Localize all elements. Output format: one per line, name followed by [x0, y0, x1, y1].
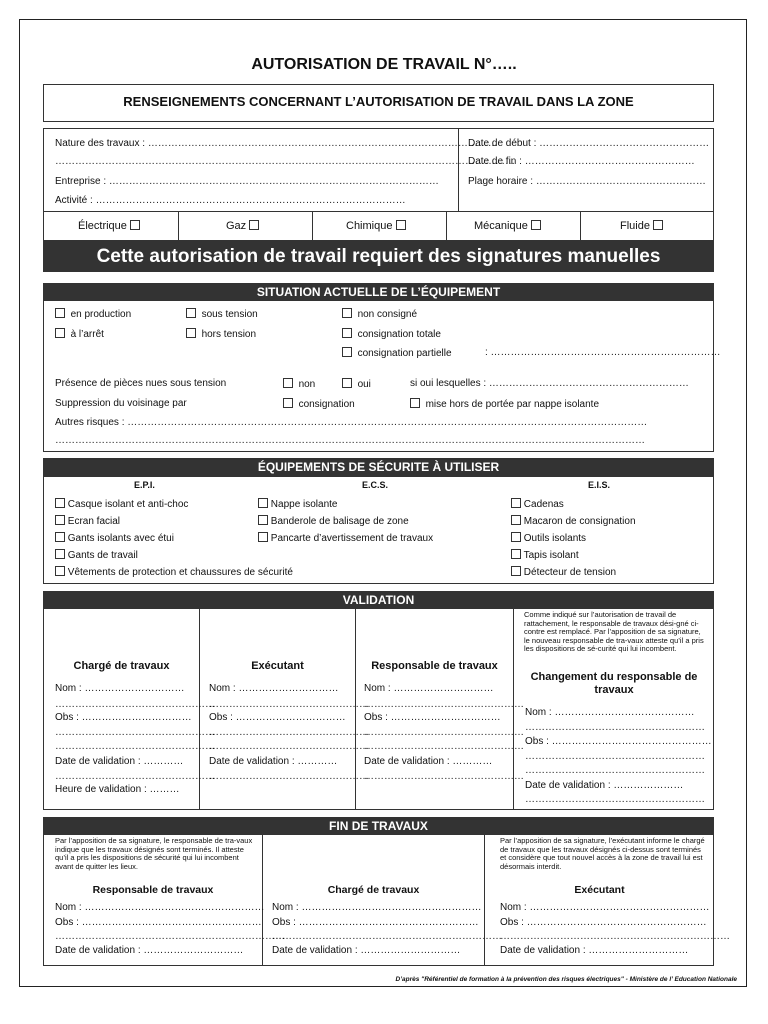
changement-obs[interactable]: Obs : ………………………………………… [525, 736, 712, 747]
fin-executant-nom[interactable]: Nom : ……………………………………………… [500, 902, 710, 913]
fin-executant-title: Exécutant [574, 884, 625, 896]
option-label: à l’arrêt [70, 329, 104, 340]
subtitle-box [43, 84, 714, 122]
executant-line[interactable]: ………………………………………… [209, 699, 369, 710]
type-label: Électrique [78, 220, 127, 232]
checkbox[interactable] [342, 378, 352, 388]
option-consignation[interactable] [283, 398, 355, 410]
ecs-item[interactable] [258, 532, 433, 544]
type-electrique[interactable] [78, 220, 140, 232]
fin-responsable-line[interactable]: …………………………………………………………… [55, 931, 285, 942]
fin-charge-date[interactable]: Date de validation : ………………………… [272, 945, 461, 956]
option-consignation-partielle[interactable] [342, 347, 452, 359]
type-label: Gaz [226, 220, 247, 232]
charge-heure-validation[interactable]: Heure de validation : ……… [55, 784, 180, 795]
option-label: oui [357, 379, 371, 390]
situation-header: SITUATION ACTUELLE DE L’ÉQUIPEMENT [43, 283, 714, 301]
option-non-consigne[interactable] [342, 308, 417, 320]
suppression-label: Suppression du voisinage par [55, 398, 187, 409]
option-label: hors tension [201, 329, 257, 340]
checkbox[interactable] [258, 532, 268, 542]
presence-label: Présence de pièces nues sous tension [55, 378, 227, 389]
checkbox[interactable] [258, 498, 268, 508]
subtitle: RENSEIGNEMENTS CONCERNANT L’AUTORISATION DE TRAVAIL DANS LA ZONE [123, 94, 634, 109]
option-label: mise hors de portée par nappe isolante [425, 399, 600, 410]
option-label: consignation partielle [357, 348, 452, 359]
option-label: consignation [298, 399, 355, 410]
epi-label: Ecran facial [67, 516, 121, 527]
type-label: Fluide [620, 220, 650, 232]
situation-box [43, 300, 714, 452]
executant-obs[interactable]: Obs : …………………………… [209, 712, 346, 723]
responsable-date-validation[interactable]: Date de validation : ………… [364, 756, 493, 767]
changement-line[interactable]: ……………………………………………… [525, 765, 705, 776]
eis-item[interactable] [511, 498, 564, 510]
responsable-title: Responsable de travaux [371, 660, 498, 672]
fin-executant-line[interactable]: …………………………………………………………… [500, 931, 730, 942]
validation-header: VALIDATION [43, 591, 714, 609]
checkbox[interactable] [511, 498, 521, 508]
eis-item[interactable] [511, 549, 579, 561]
charge-obs[interactable]: Obs : …………………………… [55, 712, 192, 723]
checkbox[interactable] [55, 549, 65, 559]
executant-title: Exécutant [251, 660, 304, 672]
option-en-production[interactable] [55, 308, 131, 320]
checkbox[interactable] [55, 566, 65, 576]
type-gaz[interactable] [226, 220, 259, 232]
col-ecs: E.C.S. [362, 480, 389, 490]
fin-responsable-date[interactable]: Date de validation : ………………………… [55, 945, 244, 956]
fin-responsable-title: Responsable de travaux [92, 884, 214, 896]
type-label: Chimique [346, 220, 393, 232]
charge-line[interactable]: ………………………………………… [55, 741, 215, 752]
divider [484, 834, 485, 966]
fin-charge-title: Chargé de travaux [327, 884, 420, 896]
option-label: non [298, 379, 316, 390]
autres-risques-field-line2[interactable]: …………………………………………………………………………………………………………………………………………………………… [55, 435, 645, 446]
changement-note: Comme indiqué sur l’autorisation de travail de rattachement, le responsable de travaux dési-gné ci-contre est remplacé. Par l’apposition de sa signature, le nouveau responsable de tra-vaux atteste qu’il a pris les dispositions de sé-curité qui lui incombent. [524, 610, 704, 654]
divider [178, 211, 179, 241]
signature-banner: Cette autorisation de travail requiert des signatures manuelles [43, 241, 714, 272]
checkbox[interactable] [511, 532, 521, 542]
responsable-line[interactable]: ………………………………………… [364, 699, 524, 710]
col-eis: E.I.S. [588, 480, 611, 490]
option-sous-tension[interactable] [186, 308, 258, 320]
changement-date-validation[interactable]: Date de validation : ………………… [525, 780, 684, 791]
executant-date-validation[interactable]: Date de validation : ………… [209, 756, 338, 767]
ecs-item[interactable] [258, 515, 409, 527]
option-label: consignation totale [357, 329, 441, 340]
changement-line[interactable]: ……………………………………………… [525, 751, 705, 762]
activite-field[interactable]: Activité : ………………………………………………………………………………… [55, 195, 406, 206]
changement-line[interactable]: ……………………………………………… [525, 722, 705, 733]
checkbox[interactable] [55, 515, 65, 525]
epi-item[interactable] [55, 566, 293, 578]
equipements-header: ÉQUIPEMENTS DE SÉCURITE À UTILISER [43, 458, 714, 477]
page-title: AUTORISATION DE TRAVAIL N°….. [251, 56, 517, 73]
option-oui[interactable] [342, 378, 371, 390]
type-chimique[interactable] [346, 220, 406, 232]
charge-line[interactable]: ………………………………………… [55, 699, 215, 710]
checkbox[interactable] [258, 515, 268, 525]
type-fluide[interactable] [620, 220, 663, 232]
option-consignation-totale[interactable] [342, 328, 441, 340]
eis-item[interactable] [511, 515, 636, 527]
divider [580, 211, 581, 241]
fin-responsable-nom[interactable]: Nom : ……………………………………………… [55, 902, 265, 913]
checkbox[interactable] [342, 328, 352, 338]
plage-horaire-field[interactable]: Plage horaire : …………………………………………… [468, 176, 706, 187]
checkbox[interactable] [249, 220, 259, 230]
nature-field-line2[interactable]: ………………………………………………………………………………………………………………………… [55, 156, 515, 167]
divider [446, 211, 447, 241]
fin-executant-obs[interactable]: Obs : ……………………………………………… [500, 917, 707, 928]
checkbox[interactable] [55, 498, 65, 508]
autres-risques-field[interactable]: Autres risques : ………………………………………………………………………………………………………………………………………… [55, 417, 648, 428]
date-fin-field[interactable]: Date de fin : …………………………………………… [468, 156, 695, 167]
entreprise-field[interactable]: Entreprise : ……………………………………………………………………………………… [55, 176, 439, 187]
eis-label: Tapis isolant [523, 550, 579, 561]
epi-item[interactable] [55, 532, 174, 544]
eis-item[interactable] [511, 532, 586, 544]
checkbox[interactable] [283, 398, 293, 408]
checkbox[interactable] [531, 220, 541, 230]
epi-item[interactable] [55, 549, 138, 561]
changement-title: Changement du responsable de travaux [530, 671, 698, 696]
epi-label: Gants de travail [67, 550, 138, 561]
checkbox[interactable] [410, 398, 420, 408]
option-non[interactable] [283, 378, 315, 390]
ecs-label: Pancarte d’avertissement de travaux [270, 533, 434, 544]
fin-charge-obs[interactable]: Obs : ……………………………………………… [272, 917, 479, 928]
responsable-line[interactable]: ………………………………………… [364, 741, 524, 752]
ecs-item[interactable] [258, 498, 338, 510]
checkbox[interactable] [396, 220, 406, 230]
checkbox[interactable] [283, 378, 293, 388]
date-debut-field[interactable]: Date de début : …………………………………………… [468, 138, 710, 149]
option-label: non consigné [357, 309, 418, 320]
eis-label: Outils isolants [523, 533, 587, 544]
checkbox[interactable] [342, 308, 352, 318]
fin-charge-nom[interactable]: Nom : ……………………………………………… [272, 902, 482, 913]
fin-charge-line[interactable]: …………………………………………………………… [272, 931, 502, 942]
option-label: sous tension [201, 309, 258, 320]
checkbox[interactable] [186, 308, 196, 318]
nature-field[interactable]: Nature des travaux : …………………………………………………………………………………………… [55, 138, 498, 149]
option-a-larret[interactable] [55, 328, 104, 340]
executant-nom[interactable]: Nom : ………………………… [209, 683, 339, 694]
eis-label: Cadenas [523, 499, 564, 510]
checkbox[interactable] [55, 532, 65, 542]
executant-line[interactable]: ………………………………………… [209, 727, 369, 738]
eis-item[interactable] [511, 566, 616, 578]
epi-label: Casque isolant et anti-choc [67, 499, 189, 510]
fin-note-left: Par l’apposition de sa signature, le responsable de tra-vaux indique que les travaux désignés sont terminés. Il atteste qu’il a pris les dispositions de sécurité qui lui incombent avant de quitter les lieux. [55, 836, 253, 871]
epi-item[interactable] [55, 515, 120, 527]
eis-label: Détecteur de tension [523, 567, 617, 578]
divider [312, 211, 313, 241]
charge-date-validation[interactable]: Date de validation : ………… [55, 756, 184, 767]
option-hors-tension[interactable] [186, 328, 256, 340]
checkbox[interactable] [511, 566, 521, 576]
executant-line[interactable]: ………………………………………… [209, 741, 369, 752]
option-label: en production [70, 309, 132, 320]
partielle-field[interactable]: : …………………………………………………………… [485, 347, 721, 358]
type-label: Mécanique [474, 220, 528, 232]
responsable-line[interactable]: ………………………………………… [364, 771, 524, 782]
si-oui-field[interactable]: si oui lesquelles : …………………………………………………… [410, 378, 689, 389]
fin-note-right: Par l’apposition de sa signature, l’exécutant informe le chargé de travaux que les travaux désignés ci-dessus sont terminés et considère que tout nouvel accès à la zone de travail lui est désormais interdit. [500, 836, 705, 871]
checkbox[interactable] [130, 220, 140, 230]
epi-item[interactable] [55, 498, 188, 510]
epi-label: Vêtements de protection et chaussures de sécurité [67, 567, 293, 578]
ecs-label: Banderole de balisage de zone [270, 516, 409, 527]
option-mise-hors-portee[interactable] [410, 398, 599, 410]
ecs-label: Nappe isolante [270, 499, 338, 510]
responsable-line[interactable]: ………………………………………… [364, 727, 524, 738]
charge-nom[interactable]: Nom : ………………………… [55, 683, 185, 694]
changement-nom[interactable]: Nom : …………………………………… [525, 707, 695, 718]
executant-line[interactable]: ………………………………………… [209, 771, 369, 782]
checkbox[interactable] [55, 308, 65, 318]
fin-executant-date[interactable]: Date de validation : ………………………… [500, 945, 689, 956]
epi-label: Gants isolants avec étui [67, 533, 174, 544]
checkbox[interactable] [511, 515, 521, 525]
charge-line[interactable]: ………………………………………… [55, 771, 215, 782]
eis-label: Macaron de consignation [523, 516, 636, 527]
footer-credit: D’après "Référentiel de formation à la prévention des risques électriques" - Ministère de l’ Education Nationale [395, 976, 737, 983]
checkbox[interactable] [653, 220, 663, 230]
responsable-nom[interactable]: Nom : ………………………… [364, 683, 494, 694]
checkbox[interactable] [186, 328, 196, 338]
fin-header: FIN DE TRAVAUX [43, 817, 714, 835]
responsable-obs[interactable]: Obs : …………………………… [364, 712, 501, 723]
col-epi: E.P.I. [134, 480, 155, 490]
checkbox[interactable] [511, 549, 521, 559]
type-mecanique[interactable] [474, 220, 541, 232]
divider [262, 834, 263, 966]
checkbox[interactable] [342, 347, 352, 357]
checkbox[interactable] [55, 328, 65, 338]
fin-responsable-obs[interactable]: Obs : ……………………………………………… [55, 917, 262, 928]
changement-line[interactable]: ……………………………………………… [525, 794, 705, 805]
charge-title: Chargé de travaux [73, 660, 170, 672]
charge-line[interactable]: ………………………………………… [55, 727, 215, 738]
